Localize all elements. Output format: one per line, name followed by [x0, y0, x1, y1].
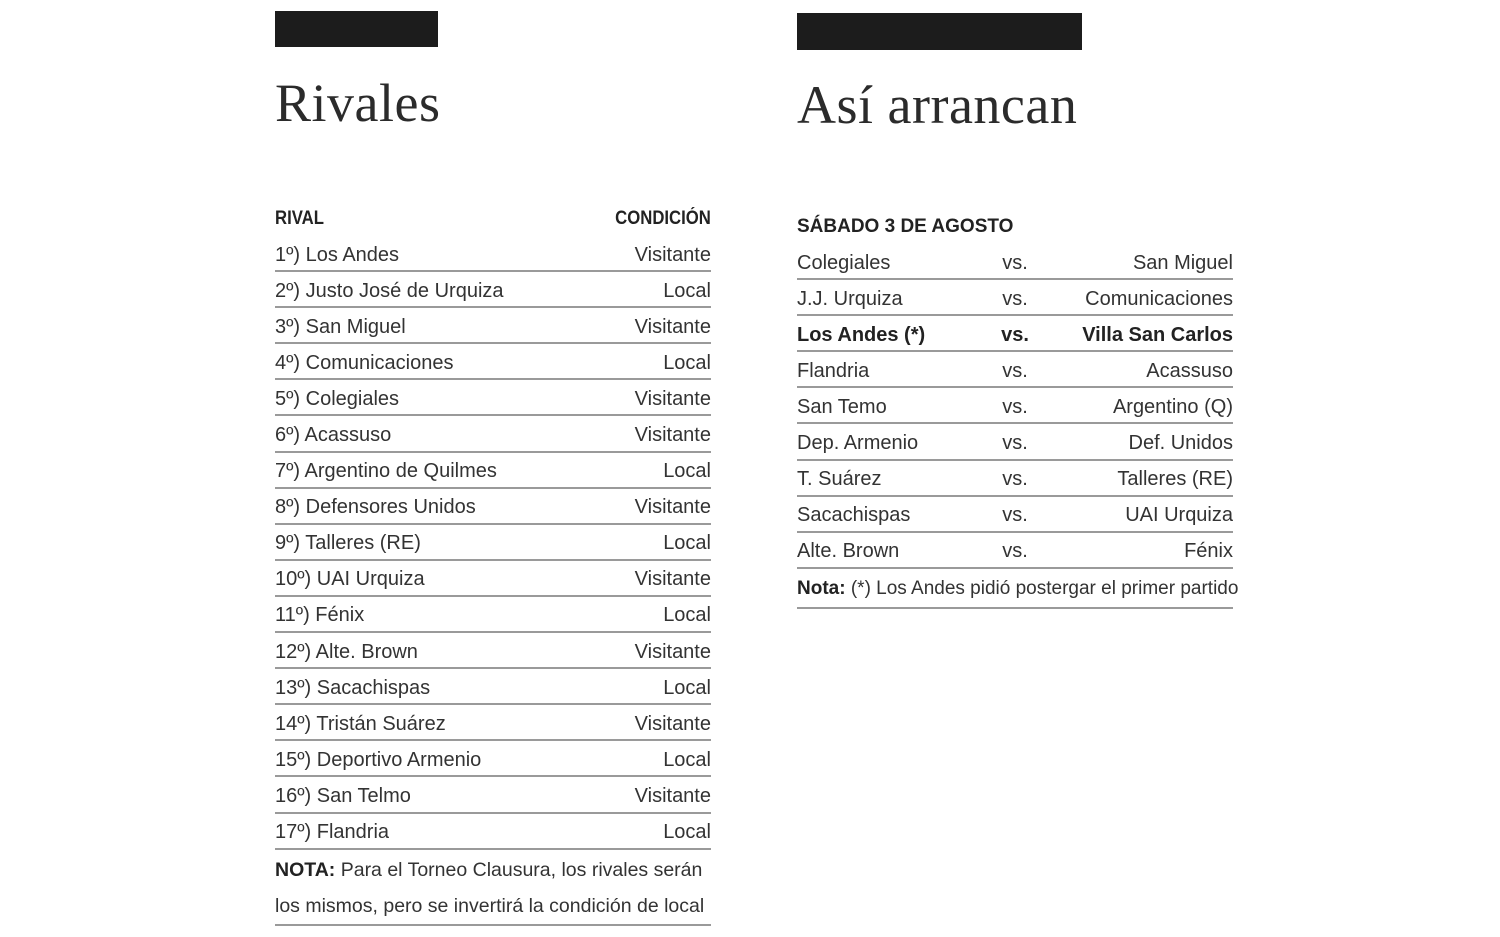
- match-vs: vs.: [1002, 504, 1028, 527]
- rival-row: [275, 272, 711, 308]
- rival-condicion: Visitante: [634, 496, 711, 519]
- fixture-note-text: (*) Los Andes pidió postergar el primer partido: [845, 577, 1239, 599]
- rival-row: [275, 705, 711, 741]
- fixture-table: [797, 208, 1239, 609]
- right-section-title: Así arrancan: [797, 75, 1078, 135]
- match-away: UAI Urquiza: [1125, 504, 1233, 527]
- rival-condicion: Local: [663, 460, 711, 483]
- rival-condicion: Local: [663, 604, 711, 627]
- rival-name: 6º) Acassuso: [275, 424, 392, 447]
- rival-condicion: Local: [663, 676, 711, 699]
- match-row: [797, 316, 1233, 352]
- match-home: Los Andes (*): [797, 323, 926, 346]
- rivales-note: [275, 850, 711, 926]
- match-vs: vs.: [1002, 287, 1028, 310]
- rivales-table: [275, 200, 711, 926]
- fixture-date: SÁBADO 3 DE AGOSTO: [797, 216, 1014, 237]
- rival-row: [275, 308, 711, 344]
- rival-row: [275, 777, 711, 813]
- rival-name: 7º) Argentino de Quilmes: [275, 460, 497, 483]
- left-section-bar: [275, 11, 438, 47]
- rival-row: [275, 741, 711, 777]
- match-away: San Miguel: [1132, 251, 1233, 274]
- rival-row: [275, 344, 711, 380]
- match-row: [797, 424, 1233, 460]
- match-row: [797, 388, 1233, 424]
- condicion-column-header: CONDICIÓN: [615, 208, 711, 229]
- rival-condicion: Local: [663, 748, 711, 771]
- rival-name: 2º) Justo José de Urquiza: [275, 279, 504, 302]
- rival-name: 10º) UAI Urquiza: [275, 568, 425, 591]
- rival-row: [275, 669, 711, 705]
- rival-name: 13º) Sacachispas: [275, 676, 431, 699]
- match-away: Def. Unidos: [1128, 432, 1233, 455]
- rival-condicion: Visitante: [634, 387, 711, 410]
- rival-condicion: Visitante: [634, 712, 711, 735]
- match-home: T. Suárez: [797, 468, 882, 491]
- match-home: Dep. Armenio: [797, 432, 919, 455]
- fixture-table-body: [797, 244, 1233, 569]
- rival-row: [275, 525, 711, 561]
- match-vs: vs.: [1002, 395, 1028, 418]
- rival-name: 8º) Defensores Unidos: [275, 496, 476, 519]
- match-vs: vs.: [1002, 359, 1028, 382]
- match-away: Argentino (Q): [1112, 395, 1233, 418]
- match-vs: vs.: [1002, 540, 1028, 563]
- rivales-table-body: [275, 236, 711, 850]
- match-home: J.J. Urquiza: [797, 287, 903, 310]
- match-vs: vs.: [1002, 468, 1028, 491]
- match-home: Sacachispas: [797, 504, 911, 527]
- rival-condicion: Visitante: [634, 640, 711, 663]
- rival-name: 12º) Alte. Brown: [275, 640, 418, 663]
- rival-name: 3º) San Miguel: [275, 315, 406, 338]
- match-vs: vs.: [1001, 323, 1029, 346]
- match-away: Comunicaciones: [1085, 287, 1233, 310]
- rival-row: [275, 453, 711, 489]
- match-vs: vs.: [1002, 251, 1028, 274]
- rival-name: 9º) Talleres (RE): [275, 532, 421, 555]
- rival-name: 5º) Colegiales: [275, 387, 400, 410]
- rivales-table-header: [275, 200, 711, 236]
- match-home: San Temo: [797, 395, 887, 418]
- rival-condicion: Visitante: [634, 568, 711, 591]
- match-vs: vs.: [1002, 432, 1028, 455]
- rival-condicion: Visitante: [634, 243, 711, 266]
- rival-condicion: Visitante: [634, 784, 711, 807]
- rival-condicion: Visitante: [634, 315, 711, 338]
- right-section-bar: [797, 13, 1082, 50]
- match-away: Talleres (RE): [1117, 468, 1233, 491]
- match-row: [797, 533, 1233, 569]
- match-home: Alte. Brown: [797, 540, 900, 563]
- match-home: Flandria: [797, 359, 870, 382]
- rival-condicion: Local: [663, 351, 711, 374]
- rival-condicion: Visitante: [634, 424, 711, 447]
- rival-row: [275, 814, 711, 850]
- rivales-note-label: NOTA:: [275, 858, 336, 881]
- rival-name: 14º) Tristán Suárez: [275, 712, 446, 735]
- rival-row: [275, 633, 711, 669]
- rival-row: [275, 380, 711, 416]
- match-away: Acassuso: [1146, 359, 1233, 382]
- match-row: [797, 497, 1233, 533]
- rival-row: [275, 597, 711, 633]
- rival-condicion: Local: [663, 279, 711, 302]
- fixture-note-label: Nota:: [797, 577, 846, 599]
- fixture-note: [797, 569, 1239, 609]
- match-row: [797, 280, 1233, 316]
- rival-name: 16º) San Telmo: [275, 784, 411, 807]
- match-row: [797, 352, 1233, 388]
- rival-name: 11º) Fénix: [275, 604, 365, 627]
- match-away: Fénix: [1184, 540, 1233, 563]
- match-row: [797, 461, 1233, 497]
- left-section-title: Rivales: [275, 73, 441, 133]
- rival-name: 4º) Comunicaciones: [275, 351, 454, 374]
- match-away: Villa San Carlos: [1082, 323, 1233, 346]
- match-row: [797, 244, 1233, 280]
- rival-row: [275, 561, 711, 597]
- rival-row: [275, 489, 711, 525]
- rival-column-header: RIVAL: [275, 208, 324, 229]
- rival-name: 15º) Deportivo Armenio: [275, 748, 482, 771]
- rival-name: 17º) Flandria: [275, 821, 390, 844]
- rival-row: [275, 236, 711, 272]
- rivales-note-text: Para el Torneo Clausura, los rivales serán los mismos, pero se invertirá la condición de local: [275, 858, 705, 917]
- match-home: Colegiales: [797, 251, 891, 274]
- rival-condicion: Local: [663, 532, 711, 555]
- rival-name: 1º) Los Andes: [275, 243, 400, 266]
- rival-condicion: Local: [663, 821, 711, 844]
- rival-row: [275, 416, 711, 452]
